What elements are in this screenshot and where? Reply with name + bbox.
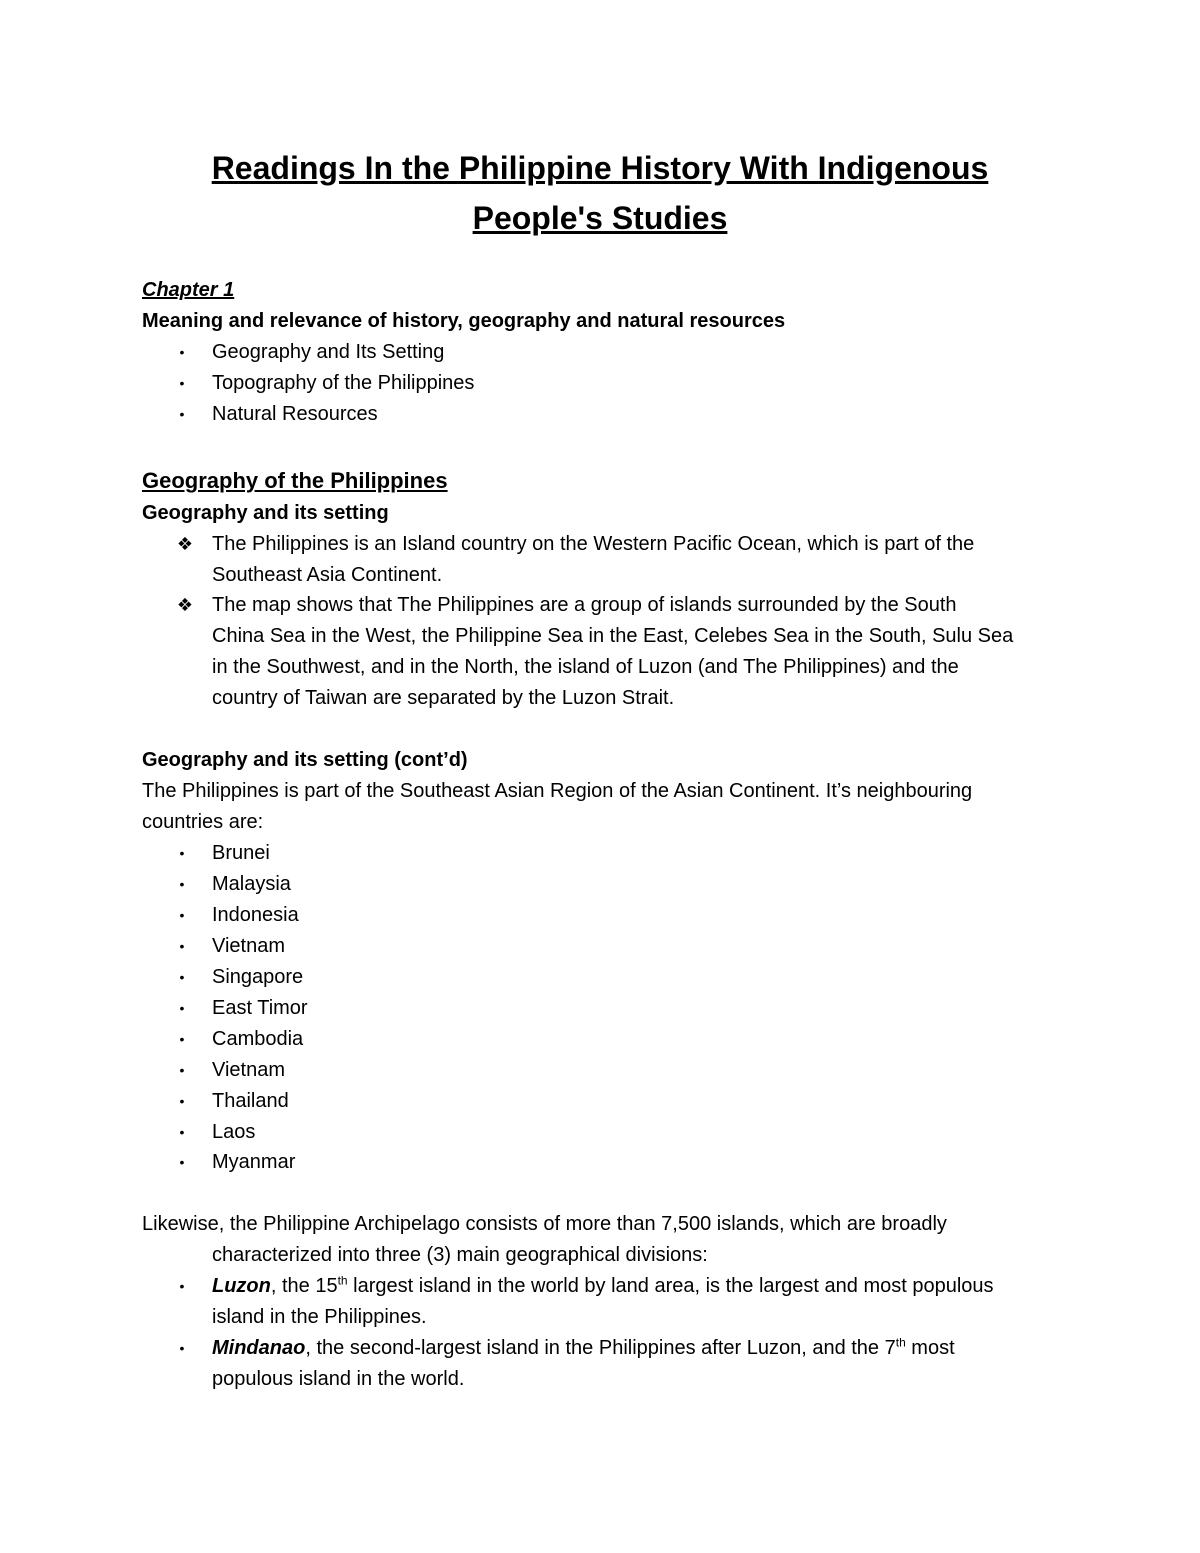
point-continuation: China Sea in the West, the Philippine Sea in the East, Celebes Sea in the South, Sulu Sea	[212, 625, 1014, 647]
bullet-dot-icon: •	[179, 907, 185, 923]
bullet-dot-icon: •	[179, 375, 185, 391]
four-diamond-bullet-icon: ❖	[176, 595, 194, 615]
paragraph-continuation: characterized into three (3) main geographical divisions:	[212, 1244, 708, 1266]
section-subheading: Geography and its setting	[142, 502, 389, 524]
bullet-dot-icon: •	[179, 969, 185, 985]
document-page: Readings In the Philippine History With Indigenous People's Studies Chapter 1 Meaning and relevance of history, geography and natural resources • Geography and Its Setting • Topography of the Philippines • Natural Resources Geography of the Philippines Geography and its setting ❖ The Philippines is an Island country on the Western Pacific Ocean, which is part of the Southeast Asia Continent. ❖ The map shows that The Philippines are a group of islands surrounded by the South China Sea in the West, the Philippine Sea in the East, Celebes Sea in the South, Sulu Sea in the Southwest, and in the North, the island of Luzon (and The Philippines) and the country of Taiwan are separated by the Luzon Strait. Geography and its setting (cont’d) The Philippines is part of the Southeast Asian Region of the Asian Continent. It’s neighbouring countries are: • Brunei • Malaysia • Indonesia • Vietnam • Singapore • East Timor • Cambodia • Vietnam • Thailand • Laos • Myanmar Likewise, the Philippine Archipelago consists of more than 7,500 islands, which are broadly characterized into three (3) main geographical divisions: • Luzon, the 15th largest island in the world by land area, is the largest and most populous island in the Philippines. • Mindanao, the second-largest island in the Philippines after Luzon, and the 7th most populous island in the world.	[0, 0, 1200, 1553]
point-continuation: in the Southwest, and in the North, the island of Luzon (and The Philippines) and the	[212, 656, 959, 678]
section-subheading: Geography and its setting (cont’d)	[142, 749, 468, 771]
point-continuation: country of Taiwan are separated by the Luzon Strait.	[212, 687, 675, 709]
section-heading: Geography of the Philippines	[142, 468, 448, 493]
bullet-dot-icon: •	[179, 1031, 185, 1047]
bullet-dot-icon: •	[179, 1062, 185, 1078]
four-diamond-bullet-icon: ❖	[176, 534, 194, 554]
paragraph-line: Likewise, the Philippine Archipelago consists of more than 7,500 islands, which are broadly	[142, 1213, 947, 1235]
division-name: Luzon	[212, 1275, 271, 1297]
document-title-line-1: Readings In the Philippine History With Indigenous	[211, 150, 989, 186]
bullet-dot-icon: •	[179, 344, 185, 360]
point-continuation: Southeast Asia Continent.	[212, 564, 443, 586]
bullet-dot-icon: •	[179, 876, 185, 892]
paragraph-line: The Philippines is part of the Southeast Asian Region of the Asian Continent. It’s neighbouring	[142, 780, 973, 802]
division-continuation: populous island in the world.	[212, 1368, 465, 1390]
bullet-dot-icon: •	[179, 1093, 185, 1109]
division-name: Mindanao	[212, 1337, 306, 1359]
bullet-dot-icon: •	[179, 1154, 185, 1170]
bullet-dot-icon: •	[179, 845, 185, 861]
bullet-dot-icon: •	[179, 1278, 185, 1294]
bullet-dot-icon: •	[179, 1000, 185, 1016]
chapter-subtitle: Meaning and relevance of history, geography and natural resources	[142, 310, 786, 332]
paragraph-line: countries are:	[142, 811, 264, 833]
bullet-dot-icon: •	[179, 938, 185, 954]
bullet-dot-icon: •	[179, 1124, 185, 1140]
division-continuation: island in the Philippines.	[212, 1306, 427, 1328]
chapter-label: Chapter 1	[142, 279, 235, 301]
document-title-line-2: People's Studies	[472, 200, 728, 236]
bullet-dot-icon: •	[179, 1340, 185, 1356]
bullet-dot-icon: •	[179, 406, 185, 422]
